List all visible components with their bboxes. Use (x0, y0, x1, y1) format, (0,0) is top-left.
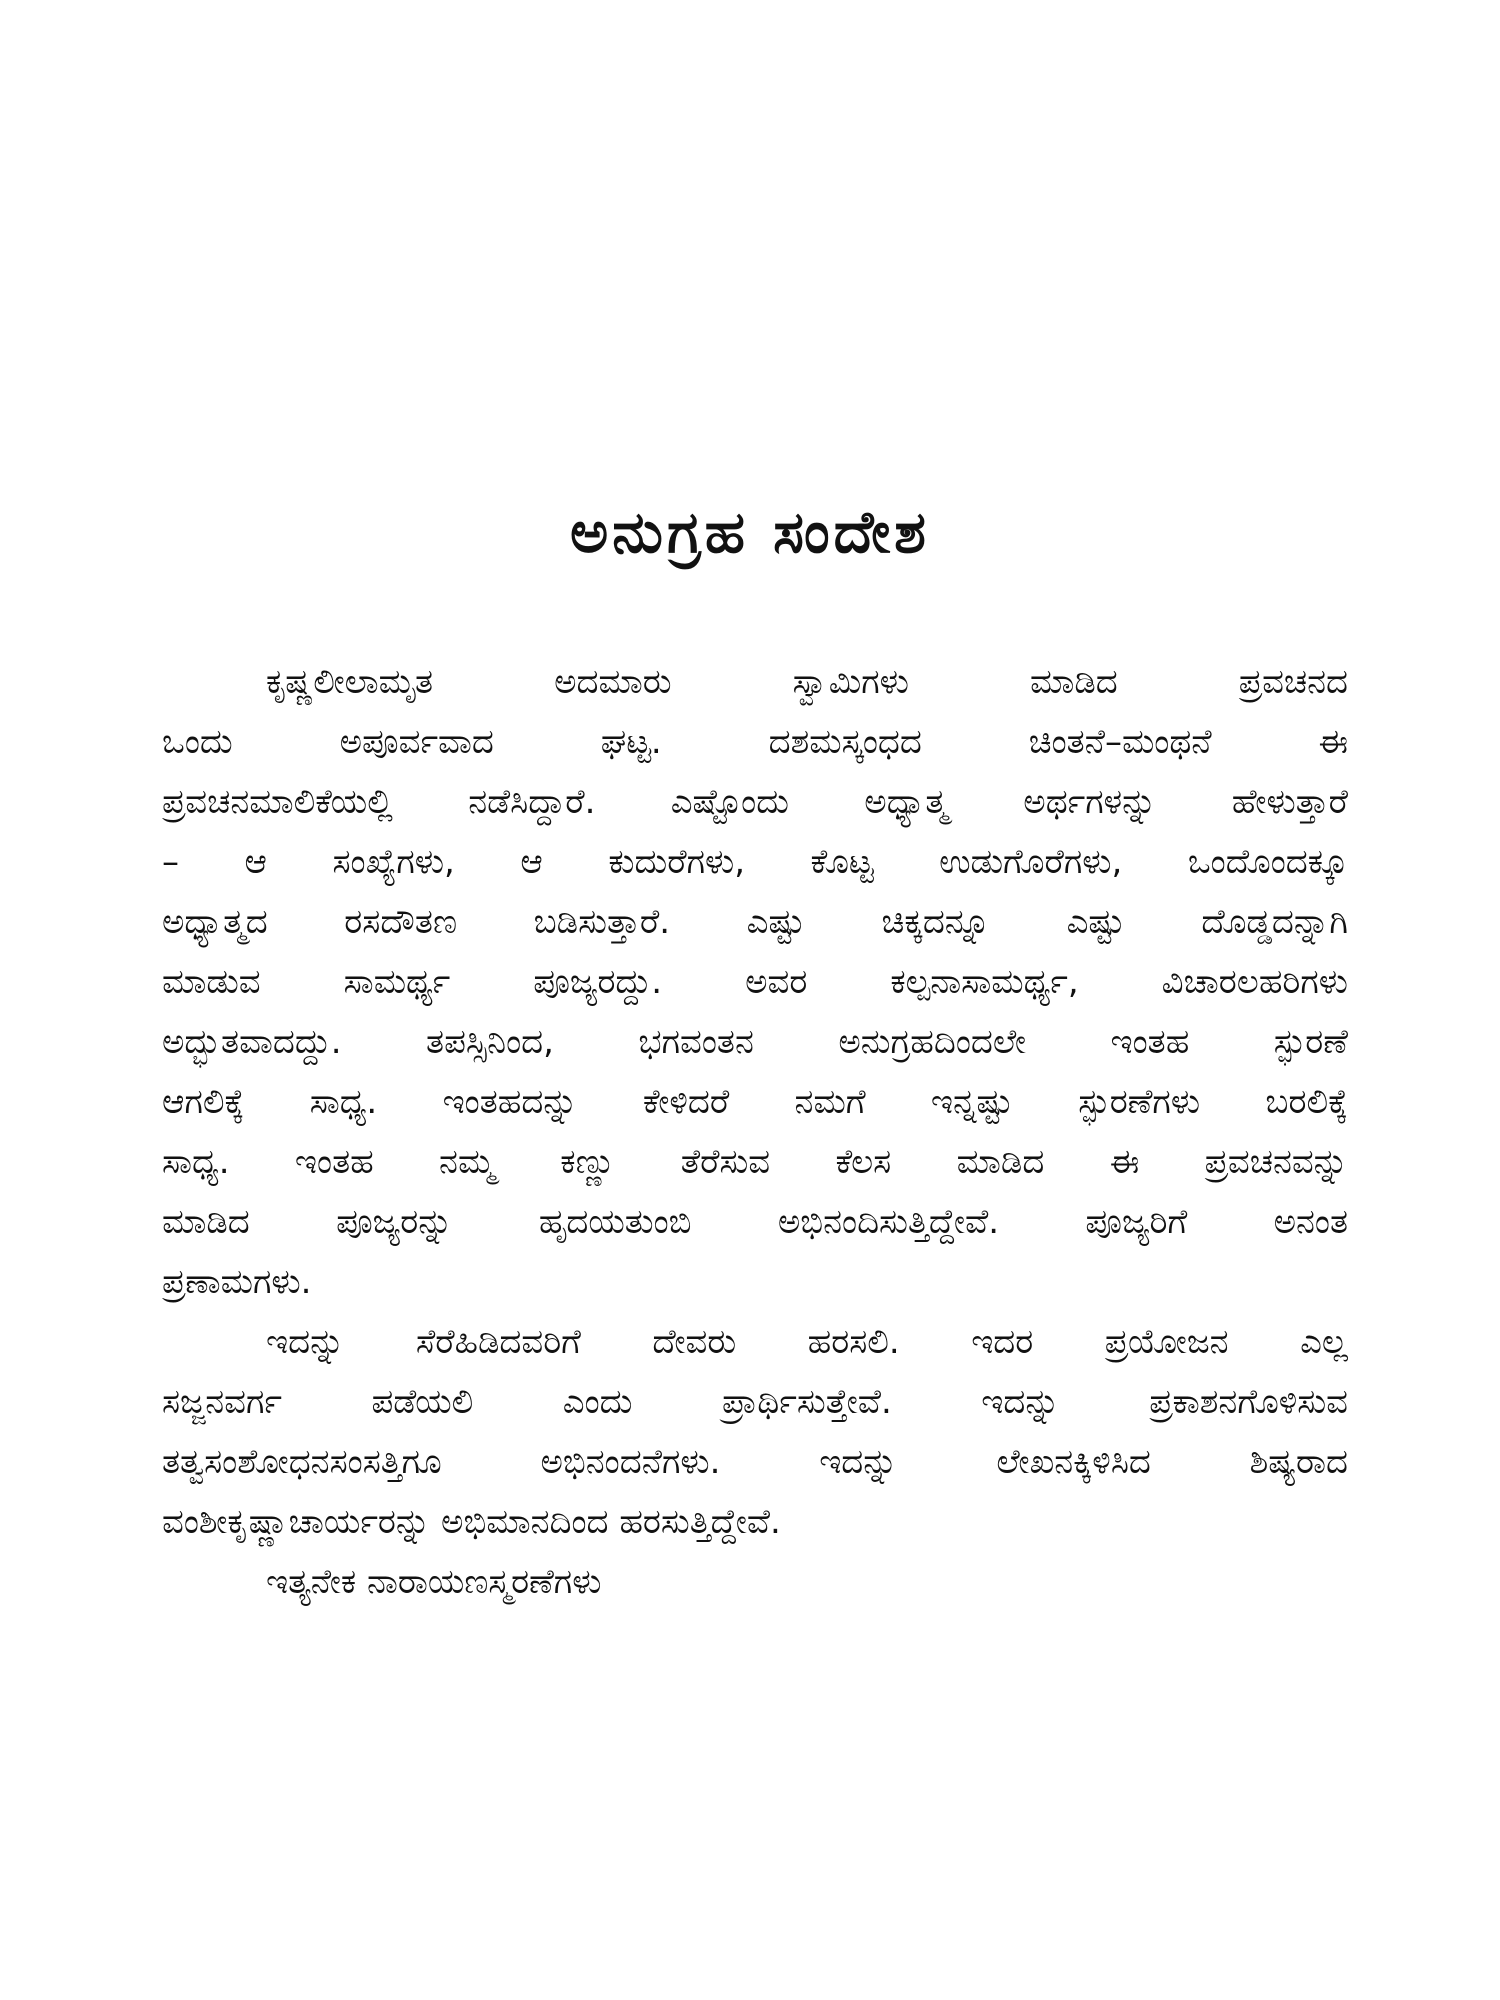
text-line-15: ವಂಶೀಕೃಷ್ಣಾಚಾರ್ಯರನ್ನು ಅಭಿಮಾನದಿಂದ ಹರಸುತ್ತಿದ್ದೇವೆ. (162, 1502, 781, 1542)
text-line-10: ಮಾಡಿದ ಪೂಜ್ಯರನ್ನು ಹೃದಯತುಂಬಿ ಅಭಿನಂದಿಸುತ್ತಿದ್ದೇವೆ. ಪೂಜ್ಯರಿಗೆ ಅನಂತ (162, 1202, 1348, 1242)
text-line-11: ಪ್ರಣಾಮಗಳು. (162, 1262, 312, 1302)
text-line-13: ಸಜ್ಜನವರ್ಗ ಪಡೆಯಲಿ ಎಂದು ಪ್ರಾರ್ಥಿಸುತ್ತೇವೆ. ಇದನ್ನು ಪ್ರಕಾಶನಗೊಳಿಸುವ (162, 1382, 1348, 1422)
text-line-5: ಅಧ್ಯಾತ್ಮದ ರಸದೌತಣ ಬಡಿಸುತ್ತಾರೆ. ಎಷ್ಟು ಚಿಕ್ಕದನ್ನೂ ಎಷ್ಟು ದೊಡ್ಡದನ್ನಾಗಿ (162, 902, 1348, 942)
text-line-14: ತತ್ವಸಂಶೋಧನಸಂಸತ್ತಿಗೂ ಅಭಿನಂದನೆಗಳು. ಇದನ್ನು ಲೇಖನಕ್ಕಿಳಿಸಿದ ಶಿಷ್ಯರಾದ (162, 1442, 1348, 1482)
text-line-2: ಒಂದು ಅಪೂರ್ವವಾದ ಘಟ್ಟ. ದಶಮಸ್ಕಂಧದ ಚಿಂತನೆ–ಮಂಥನೆ ಈ (162, 722, 1348, 762)
text-line-3: ಪ್ರವಚನಮಾಲಿಕೆಯಲ್ಲಿ ನಡೆಸಿದ್ದಾರೆ. ಎಷ್ಟೊಂದು ಅಧ್ಯಾತ್ಮ ಅರ್ಥಗಳನ್ನು ಹೇಳುತ್ತಾರೆ (162, 782, 1348, 822)
text-line-9: ಸಾಧ್ಯ. ಇಂತಹ ನಮ್ಮ ಕಣ್ಣು ತೆರೆಸುವ ಕೆಲಸ ಮಾಡಿದ ಈ ಪ್ರವಚನವನ್ನು (162, 1142, 1348, 1182)
text-line-12: ಇದನ್ನು ಸೆರೆಹಿಡಿದವರಿಗೆ ದೇವರು ಹರಸಲಿ. ಇದರ ಪ್ರಯೋಜನ ಎಲ್ಲ (266, 1322, 1348, 1362)
text-line-16: ಇತ್ಯನೇಕ ನಾರಾಯಣಸ್ಮರಣೆಗಳು (266, 1562, 602, 1602)
text-line-7: ಅದ್ಭುತವಾದದ್ದು. ತಪಸ್ಸಿನಿಂದ, ಭಗವಂತನ ಅನುಗ್ರಹದಿಂದಲೇ ಇಂತಹ ಸ್ಫುರಣೆ (162, 1022, 1348, 1062)
message-body (162, 652, 1348, 1612)
text-line-6: ಮಾಡುವ ಸಾಮರ್ಥ್ಯ ಪೂಜ್ಯರದ್ದು. ಅವರ ಕಲ್ಪನಾಸಾಮರ್ಥ್ಯ, ವಿಚಾರಲಹರಿಗಳು (162, 962, 1348, 1002)
text-line-8: ಆಗಲಿಕ್ಕೆ ಸಾಧ್ಯ. ಇಂತಹದನ್ನು ಕೇಳಿದರೆ ನಮಗೆ ಇನ್ನಷ್ಟು ಸ್ಫುರಣೆಗಳು ಬರಲಿಕ್ಕೆ (162, 1082, 1348, 1122)
text-line-4: – ಆ ಸಂಖ್ಯೆಗಳು, ಆ ಕುದುರೆಗಳು, ಕೊಟ್ಟ ಉಡುಗೊರೆಗಳು, ಒಂದೊಂದಕ್ಕೂ (162, 842, 1348, 882)
text-line-1: ಕೃಷ್ಣಲೀಲಾಮೃತ ಅದಮಾರು ಸ್ವಾಮಿಗಳು ಮಾಡಿದ ಪ್ರವಚನದ (266, 662, 1348, 702)
page-title: ಅನುಗ್ರಹ ಸಂದೇಶ (570, 498, 930, 566)
